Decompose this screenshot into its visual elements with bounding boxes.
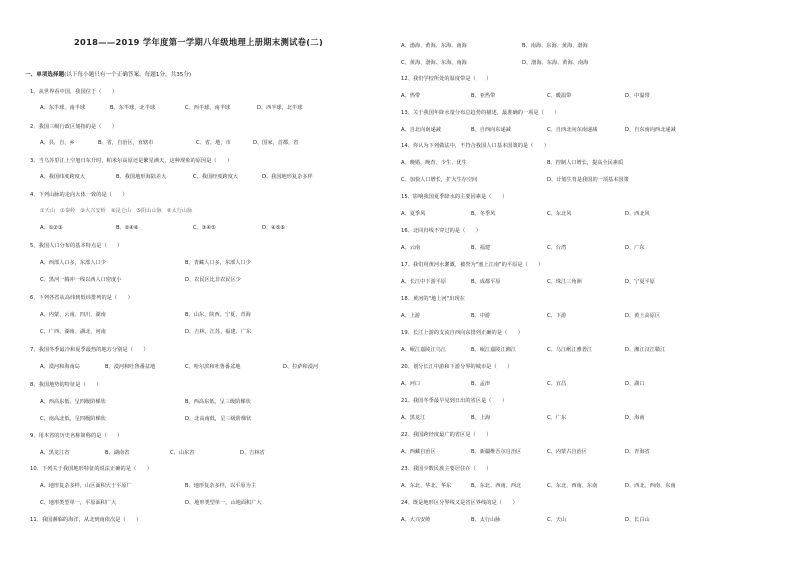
question-11: 11、我国濒临的海洋，从北到南依次是（ ） [30,517,142,523]
q7-option-b: B、漠河和吐鲁番盆地 [105,364,156,370]
q8-option-c: C、南高北低，呈四级阶梯状 [40,416,106,422]
q21-option-d: D、海南 [625,415,645,421]
q4-list: ①天山 ②秦岭 ③大兴安岭 ④昆仑山 ⑤阴山山脉 ⑥太行山脉 [40,208,193,214]
q14-option-a: A、晚婚、晚育、少生、优生 [401,160,467,166]
q19-option-a: A、岷江嘉陵江乌江 [401,347,447,353]
q21-option-c: C、广东 [547,415,567,421]
q16-option-a: A、云南 [401,245,421,251]
q13-option-c: C、自西北向东南递减 [547,127,598,133]
question-8: 8、我国地势的特征是（ ） [30,382,102,388]
q20-option-b: B、孟津 [471,381,491,387]
q3-option-c: C、我国经度跨度大 [193,174,239,180]
q17-option-a: A、长江中下游平原 [401,279,447,285]
q12-option-d: D、中温带 [625,93,650,99]
q9-option-a: A、黑龙江省 [40,450,70,456]
q8-option-a: A、西高东低，呈四级阶梯状 [40,399,106,405]
q22-option-b: B、新疆维吾尔自治区 [471,449,522,455]
q7-option-d: D、拉萨和漠河 [283,364,319,370]
q6-option-b: B、山东、陕西、宁夏、青海 [185,312,251,318]
q2-option-c: C、省，地，市 [196,140,231,146]
q7-option-c: C、哈尔滨和吐鲁番盆地 [185,364,241,370]
q1-option-a: A、东半球，南半球 [40,105,86,111]
q10-option-a: A、地形复杂多样，山区面积大于平原广 [40,483,132,489]
q4-option-a: A、①②③ [40,225,63,231]
q18-option-b: B、中游 [471,313,491,319]
q9-option-c: C、山东省 [170,450,195,456]
question-15: 15、影响我国夏季降水的主要因素是（ ） [401,194,508,200]
q20-option-a: A、河口 [401,381,421,387]
q3-option-d: D、我国地形复杂多样 [262,174,313,180]
q20-option-d: D、湖口 [625,381,645,387]
q5-option-d: D、农民区比非农民区少 [185,277,241,283]
q4-option-d: D、④⑤⑥ [262,225,286,231]
q19-option-c: C、乌江岷江雅砻江 [547,347,593,353]
question-16: 16、北回归线不穿过的是（ ） [401,228,482,234]
q5-option-b: B、青藏人口多，东部人口少 [185,260,251,266]
question-17: 17、我们用黄河水灌溉，被誉为"塞上江南"的平原是（ ） [401,262,544,268]
question-18: 18、黄河的"地上河"出现在 [401,296,465,302]
q13-option-a: A、自北向南递减 [401,127,441,133]
q5-option-a: A、西部人口多，东部人口少 [40,260,106,266]
q16-option-c: C、台湾 [547,245,567,251]
q10-option-b: B、地形复杂多样，以平原为主 [185,483,256,489]
q7-option-a: A、漠河和海南岛 [40,364,80,370]
q2-option-a: A、县，自，乡 [40,140,75,146]
q24-option-a: A、大兴安岭 [401,517,431,523]
q6-option-a: A、内蒙、云南、四川、湖南 [40,312,106,318]
q15-option-c: C、东北风 [547,211,572,217]
q17-option-b: B、成都平原 [471,279,501,285]
section-heading [25,70,191,78]
question-14: 14、你认为下列做法中，不符合我国人口基本国策的是（ ） [401,143,550,149]
q12-option-b: B、亚热带 [471,93,496,99]
q23-option-a: A、东北、华北、华东 [401,483,452,489]
q12-option-a: A、热带 [401,93,421,99]
q11-option-d: D、渤海、东海、黄海、南海 [522,60,589,66]
question-12: 12、我们学校所处的温度带是（ ） [401,76,492,82]
q14-option-b: B、控制人口增长，提高全民素质 [547,160,624,166]
question-10: 10、下列关于我国地形特征的说法正确的是（ ） [30,466,152,472]
q9-option-b: B、湖南省 [105,450,130,456]
question-1: 1、从世界看中国，我国位于（ ） [30,89,118,95]
q23-option-c: C、东北、西南、东南 [547,483,598,489]
q3-option-b: B、我国地形海陆差大 [116,174,167,180]
q1-option-b: B、东半球，北半球 [110,105,156,111]
q18-option-d: D、黄土高原区 [625,313,661,319]
q13-option-b: B、自西向东递减 [471,127,511,133]
q24-option-c: C、天山 [547,517,567,523]
q17-option-d: D、宁夏平原 [625,279,655,285]
question-6: 6、下列各省从高纬到低纬排列的是（ ） [30,295,133,301]
section-heading-text: 一、单项选择题 [25,72,65,78]
q22-option-d: D、青海省 [625,449,650,455]
q23-option-b: B、东北、西南、西北 [471,483,522,489]
q4-option-b: B、②④⑥ [116,225,139,231]
question-22: 22、我国跨经度最广的省区是（ ） [401,432,492,438]
question-19: 19、长江上游的支流自西向东排列正确的是（ ） [401,330,523,336]
q19-option-d: D、湘江汉江赣江 [625,347,666,353]
question-24: 24、既是地形区分界线又是省区界线的是（ ） [401,500,518,506]
question-9: 9、用本省的历史名称简称的是（ ） [30,433,123,439]
q9-option-d: D、吉林省 [240,450,265,456]
q11-option-b: B、南海、东海、黄海、渤海 [522,43,588,49]
q16-option-b: B、福建 [471,245,491,251]
question-13: 13、关于我国年降水量分布总趋势的描述，最准确的一项是（ ） [401,110,560,116]
q14-option-d: D、计划生育是我国的一项基本国策 [547,177,629,183]
q19-option-b: B、岷江嘉陵江湘江 [471,347,517,353]
q18-option-c: C、下游 [547,313,567,319]
question-20: 20、划分长江中游和下游分界的城市是（ ） [401,364,513,370]
q23-option-d: D、西北、西南、东南 [625,483,676,489]
q15-option-a: A、夏季风 [401,211,426,217]
q18-option-a: A、上游 [401,313,421,319]
question-7: 7、我国冬季最冷和夏季最热的地方分别是（ ） [30,347,149,353]
exam-title: 2018——2019 学年度第一学期八年级地理上册期末测试卷(二) [73,37,324,47]
q2-option-d: D、国家，首都，省 [253,140,299,146]
q8-option-b: B、西高东低，呈三级阶梯状 [185,399,251,405]
q21-option-a: A、黑龙江 [401,415,426,421]
q16-option-d: D、广东 [625,245,645,251]
q22-option-a: A、西藏自治区 [401,449,436,455]
section-note: (以下每小题只有一个正确答案，每题1分，共35分) [64,72,192,78]
question-23: 23、我国少数民族主要居住在（ ） [401,466,492,472]
q11-option-a: A、渤海、黄海、东海、南海 [401,43,467,49]
q3-option-a: A、我国纬度跨度大 [40,174,86,180]
q12-option-c: C、暖温带 [547,93,572,99]
q6-option-d: D、吉林、江苏、福建、广东 [185,329,252,335]
q15-option-b: B、冬季风 [471,211,496,217]
q4-option-c: C、③④⑤ [193,225,216,231]
q13-option-d: D、自东南向西北递减 [625,127,676,133]
question-5: 5、我国人口分布的基本特点是（ ） [30,243,123,249]
q21-option-b: B、上海 [471,415,491,421]
q24-option-d: D、长白山 [625,517,650,523]
q14-option-c: C、加快人口增长，扩大生存空间 [401,177,478,183]
q22-option-c: C、内蒙古自治区 [547,449,587,455]
question-4: 4、下列山脉的走向大体一致的是（ ） [30,192,128,198]
q8-option-d: D、北高南低，呈三级阶梯状 [185,416,252,422]
question-21: 21、我国冬季最早见到日出的省区是（ ） [401,398,508,404]
q15-option-d: D、西北风 [625,211,650,217]
q17-option-c: C、珠江三角洲 [547,279,582,285]
q10-option-c: C、地形类型单一，平原面积广大 [40,500,117,506]
q1-option-d: D、西半球，北半球 [257,105,303,111]
q24-option-b: B、太行山脉 [471,517,501,523]
q11-option-c: C、黄海、渤海、东海、南海 [401,60,467,66]
question-2: 2、我国三级行政区划指的是（ ） [30,124,118,130]
q5-option-c: C、黑河一腾冲一线以西人口密度小 [40,277,122,283]
q10-option-d: D、地形类型单一，山地面积广大 [185,500,262,506]
q20-option-c: C、宜昌 [547,381,567,387]
q2-option-b: B、省，自治区，直辖市 [98,140,154,146]
q1-option-c: C、西半球，南半球 [185,105,231,111]
q6-option-c: C、广西、湖南、湖北、河南 [40,329,106,335]
question-3: 3、当乌苏里江上空旭日东升时，帕米尔高原还是繁星满天，这种现象的原因是（ ） [30,158,233,164]
